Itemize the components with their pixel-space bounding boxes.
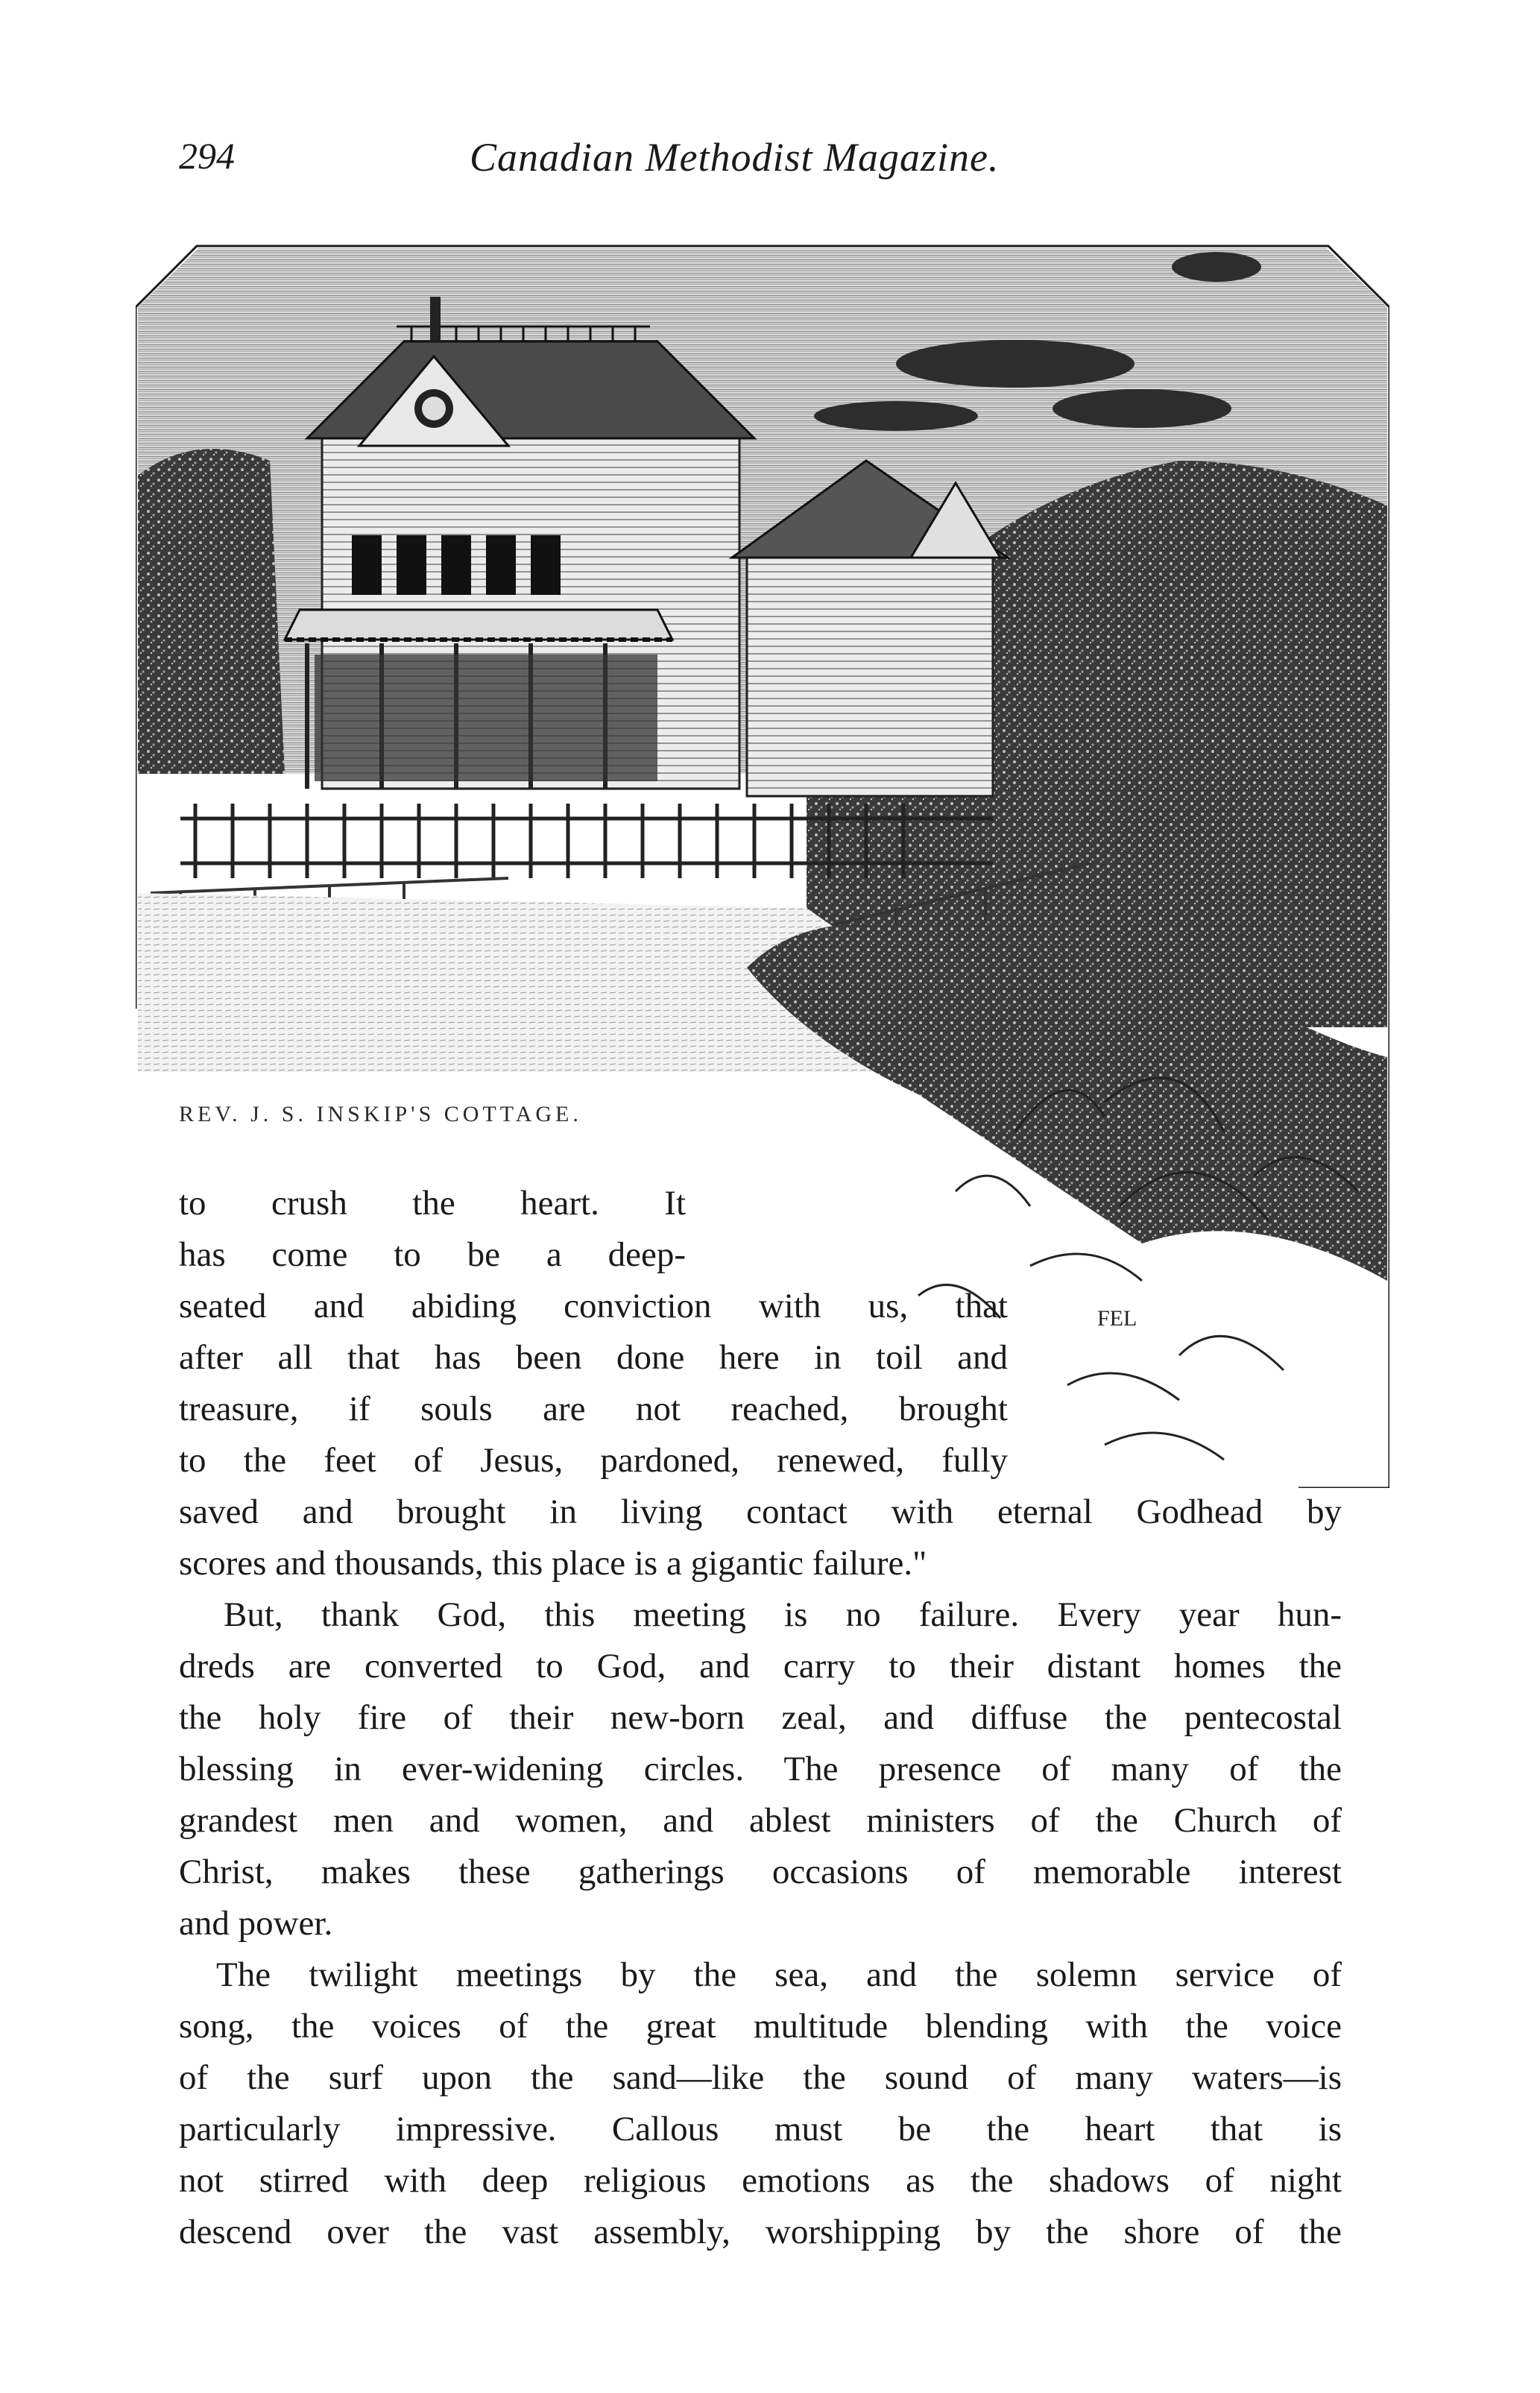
text-line: blessing in ever-widening circles. The presence of many of the — [179, 1750, 1342, 1788]
running-head — [179, 134, 1386, 186]
text-line: has come to be a deep- — [179, 1235, 686, 1274]
text-line: and power. — [179, 1904, 333, 1943]
text-line: to crush the heart. It — [179, 1184, 686, 1223]
text-line: grandest men and women, and ablest ministers of the Church of — [179, 1801, 1342, 1840]
engraver-mark: FEL — [1097, 1306, 1137, 1331]
text-line: But, thank God, this meeting is no failure. Every year hun- — [224, 1595, 1342, 1634]
figure-caption: REV. J. S. INSKIP'S COTTAGE. — [179, 1102, 582, 1126]
text-line: Christ, makes these gatherings occasions of memorable interest — [179, 1853, 1342, 1891]
body-text — [179, 1178, 1342, 2258]
page-number: 294 — [179, 135, 235, 177]
text-line: the holy fire of their new-born zeal, and diffuse the pentecostal — [179, 1698, 1342, 1737]
text-line: particularly impressive. Callous must be the heart that is — [179, 2110, 1342, 2148]
journal-title: Canadian Methodist Magazine. — [470, 135, 1000, 180]
text-line: descend over the vast assembly, worshipping by the shore of the — [179, 2213, 1342, 2251]
text-line: saved and brought in living contact with eternal Godhead by — [179, 1492, 1342, 1531]
text-line: of the surf upon the sand—like the sound of many waters—is — [179, 2058, 1342, 2097]
text-line: scores and thousands, this place is a gigantic failure." — [179, 1544, 927, 1583]
text-line: treasure, if souls are not reached, brought — [179, 1390, 1008, 1428]
text-line: to the feet of Jesus, pardoned, renewed, fully — [179, 1441, 1008, 1480]
text-line: The twilight meetings by the sea, and the solemn service of — [216, 1955, 1342, 1994]
text-line: not stirred with deep religious emotions as the shadows of night — [179, 2161, 1342, 2200]
trees-left — [138, 449, 285, 774]
text-line: seated and abiding conviction with us, that — [179, 1287, 1008, 1325]
text-line: song, the voices of the great multitude blending with the voice — [179, 2007, 1342, 2046]
text-line: after all that has been done here in toil and — [179, 1338, 1008, 1377]
text-line: dreds are converted to God, and carry to their distant homes the — [179, 1647, 1342, 1686]
